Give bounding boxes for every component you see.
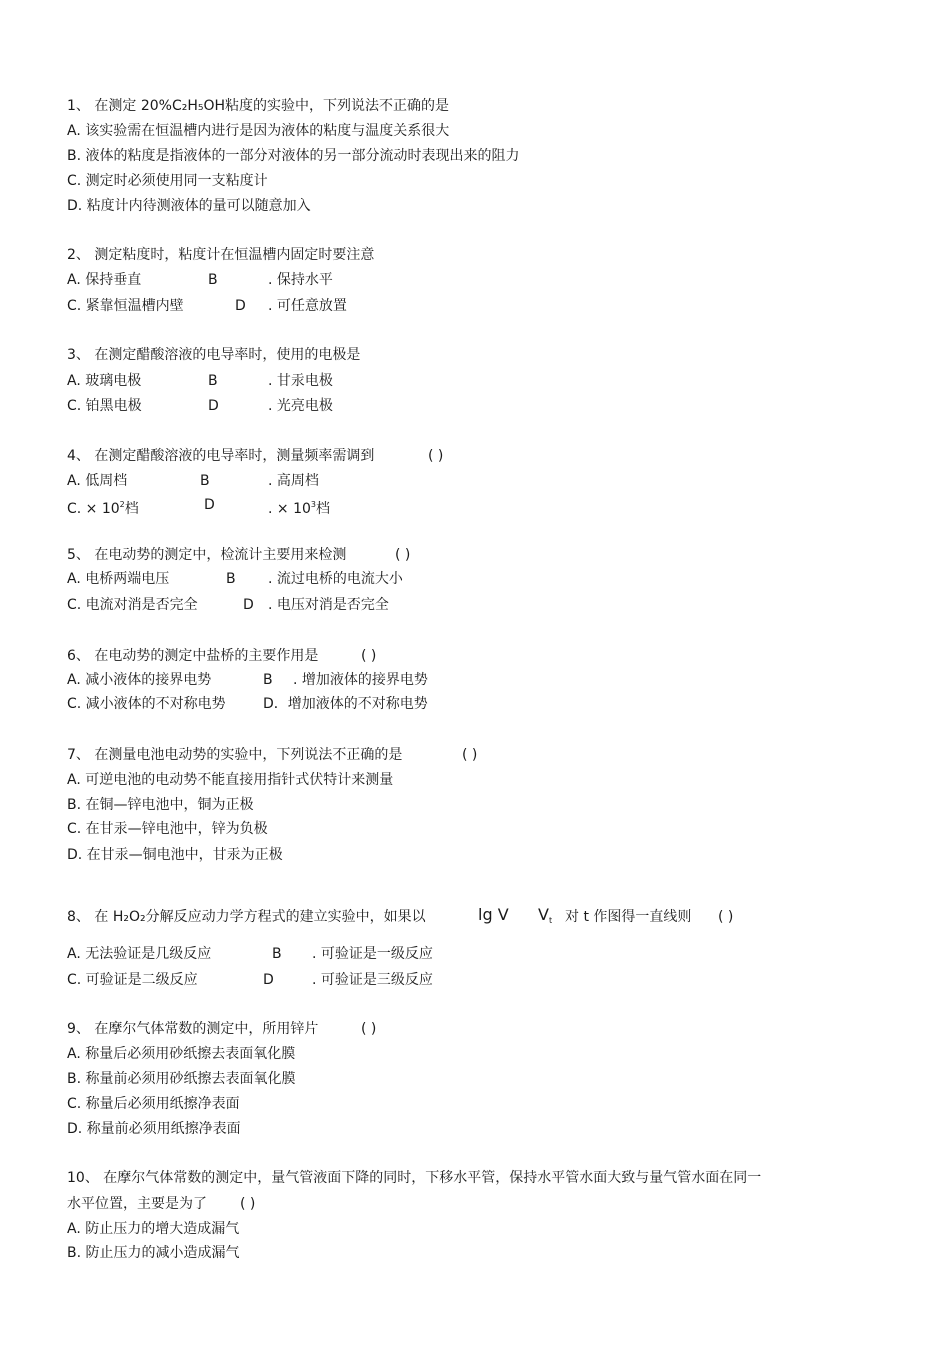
question-number: 8、 [67, 909, 90, 925]
question-number: 9、 [67, 1021, 90, 1037]
option-d: . 可验证是三级反应 [312, 972, 433, 988]
question-8 [67, 908, 426, 926]
question-stem: 在电动势的测定中，检流计主要用来检测 [94, 547, 347, 563]
question-3 [67, 346, 360, 364]
question-7 [67, 746, 402, 764]
question-stem: 在摩尔气体常数的测定中，所用锌片 [94, 1021, 319, 1037]
question-number: 10、 [67, 1170, 99, 1186]
option-b: B. 防止压力的减小造成漏气 [67, 1245, 240, 1261]
option-c: C. 电流对消是否完全 [67, 597, 198, 613]
option-d: . 电压对消是否完全 [268, 597, 389, 613]
option-a: A. 低周档 [67, 473, 128, 489]
option-a: A. 可逆电池的电动势不能直接用指针式伏特计来测量 [67, 772, 394, 788]
option-a: A. 该实验需在恒温槽内进行是因为液体的粘度与温度关系很大 [67, 123, 450, 139]
volume-symbol: V [538, 905, 549, 924]
question-stem-continued: 对 t 作图得一直线则 [565, 909, 692, 925]
question-stem: 在测量电池电动势的实验中，下列说法不正确的是 [94, 747, 403, 763]
answer-paren: ( ) [361, 1021, 377, 1037]
option-b: . 可验证是一级反应 [312, 946, 433, 962]
option-c: C. 测定时必须使用同一支粘度计 [67, 173, 268, 189]
question-stem: 在 H₂O₂分解反应动力学方程式的建立实验中，如果以 [94, 909, 426, 925]
question-2 [67, 246, 374, 264]
option-a: A. 保持垂直 [67, 272, 142, 288]
exponent: 2 [119, 500, 125, 509]
question-stem: 在测定 20%C₂H₅OH粘度的实验中，下列说法不正确的是 [94, 98, 450, 114]
option-c: C. 铂黑电极 [67, 398, 142, 414]
option-c [67, 496, 139, 518]
answer-paren: ( ) [395, 547, 411, 563]
answer-paren: ( ) [361, 648, 377, 664]
question-number: 1、 [67, 98, 90, 114]
question-number: 7、 [67, 747, 90, 763]
option-b: B. 液体的粘度是指液体的一部分对液体的另一部分流动时表现出来的阻力 [67, 148, 520, 164]
option-b: . 高周档 [268, 473, 319, 489]
question-10 [67, 1169, 761, 1187]
option-b-letter: B [200, 473, 210, 489]
question-number: 4、 [67, 448, 90, 464]
option-d-unit: 档 [316, 501, 330, 517]
option-b-letter: B [208, 272, 218, 288]
question-stem: 在测定醋酸溶液的电导率时，测量频率需调到 [94, 448, 375, 464]
volume-expression [538, 906, 552, 930]
option-d-text: . × 10 [268, 501, 311, 517]
option-c-unit: 档 [124, 501, 139, 517]
option-d-letter: D [208, 398, 219, 414]
option-b: B. 在铜—锌电池中，铜为正极 [67, 797, 254, 813]
question-stem-line2: 水平位置，主要是为了 [67, 1196, 207, 1212]
option-b: B. 称量前必须用砂纸擦去表面氧化膜 [67, 1071, 296, 1087]
answer-paren: ( ) [718, 909, 734, 925]
option-d-letter: D [243, 597, 254, 613]
question-4 [67, 447, 374, 465]
question-5 [67, 546, 346, 564]
exponent: 3 [310, 500, 316, 509]
option-b-letter: B [208, 373, 218, 389]
option-c: C. 紧靠恒温槽内壁 [67, 298, 184, 314]
option-a: A. 防止压力的增大造成漏气 [67, 1221, 240, 1237]
option-c: C. 可验证是二级反应 [67, 972, 198, 988]
option-b: . 流过电桥的电流大小 [268, 571, 403, 587]
option-d: D. 在甘汞—铜电池中，甘汞为正极 [67, 847, 283, 863]
question-number: 3、 [67, 347, 90, 363]
question-number: 5、 [67, 547, 90, 563]
question-6 [67, 647, 318, 665]
option-c-text: C. × 10 [67, 501, 120, 517]
option-d-letter: D [235, 298, 246, 314]
question-1 [67, 97, 449, 115]
option-d: D．增加液体的不对称电势 [263, 696, 428, 712]
option-d [268, 496, 330, 518]
answer-paren: ( ) [428, 448, 444, 464]
question-9 [67, 1020, 318, 1038]
option-b: . 甘汞电极 [268, 373, 333, 389]
question-stem: 在电动势的测定中盐桥的主要作用是 [94, 648, 319, 664]
option-d-letter: D [263, 972, 274, 988]
option-c: C. 在甘汞—锌电池中，锌为负极 [67, 821, 268, 837]
question-number: 2、 [67, 247, 90, 263]
log-expression: lg V [478, 905, 509, 924]
question-number: 6、 [67, 648, 90, 664]
option-d: . 光亮电极 [268, 398, 333, 414]
question-stem: 在摩尔气体常数的测定中，量气管液面下降的同时，下移水平管，保持水平管水面大致与量气管水面在同一 [103, 1170, 762, 1186]
option-b-letter: B [263, 672, 273, 688]
option-b-letter: B [272, 946, 282, 962]
volume-subscript: t [548, 916, 553, 925]
option-a: A. 无法验证是几级反应 [67, 946, 212, 962]
option-c: C. 称量后必须用纸擦净表面 [67, 1096, 240, 1112]
question-stem: 测定粘度时，粘度计在恒温槽内固定时要注意 [94, 247, 375, 263]
option-a: A. 称量后必须用砂纸擦去表面氧化膜 [67, 1046, 296, 1062]
option-d: . 可任意放置 [268, 298, 347, 314]
option-a: A. 玻璃电极 [67, 373, 142, 389]
option-c: C. 减小液体的不对称电势 [67, 696, 226, 712]
option-b-letter: B [226, 571, 236, 587]
option-d: D. 粘度计内待测液体的量可以随意加入 [67, 198, 311, 214]
answer-paren: ( ) [462, 747, 478, 763]
answer-paren: ( ) [240, 1196, 256, 1212]
option-d-letter: D [204, 497, 215, 513]
option-a: A. 电桥两端电压 [67, 571, 170, 587]
option-d: D. 称量前必须用纸擦净表面 [67, 1121, 241, 1137]
option-b: . 增加液体的接界电势 [293, 672, 428, 688]
option-b: . 保持水平 [268, 272, 333, 288]
question-stem: 在测定醋酸溶液的电导率时，使用的电极是 [94, 347, 361, 363]
option-a: A. 减小液体的接界电势 [67, 672, 212, 688]
